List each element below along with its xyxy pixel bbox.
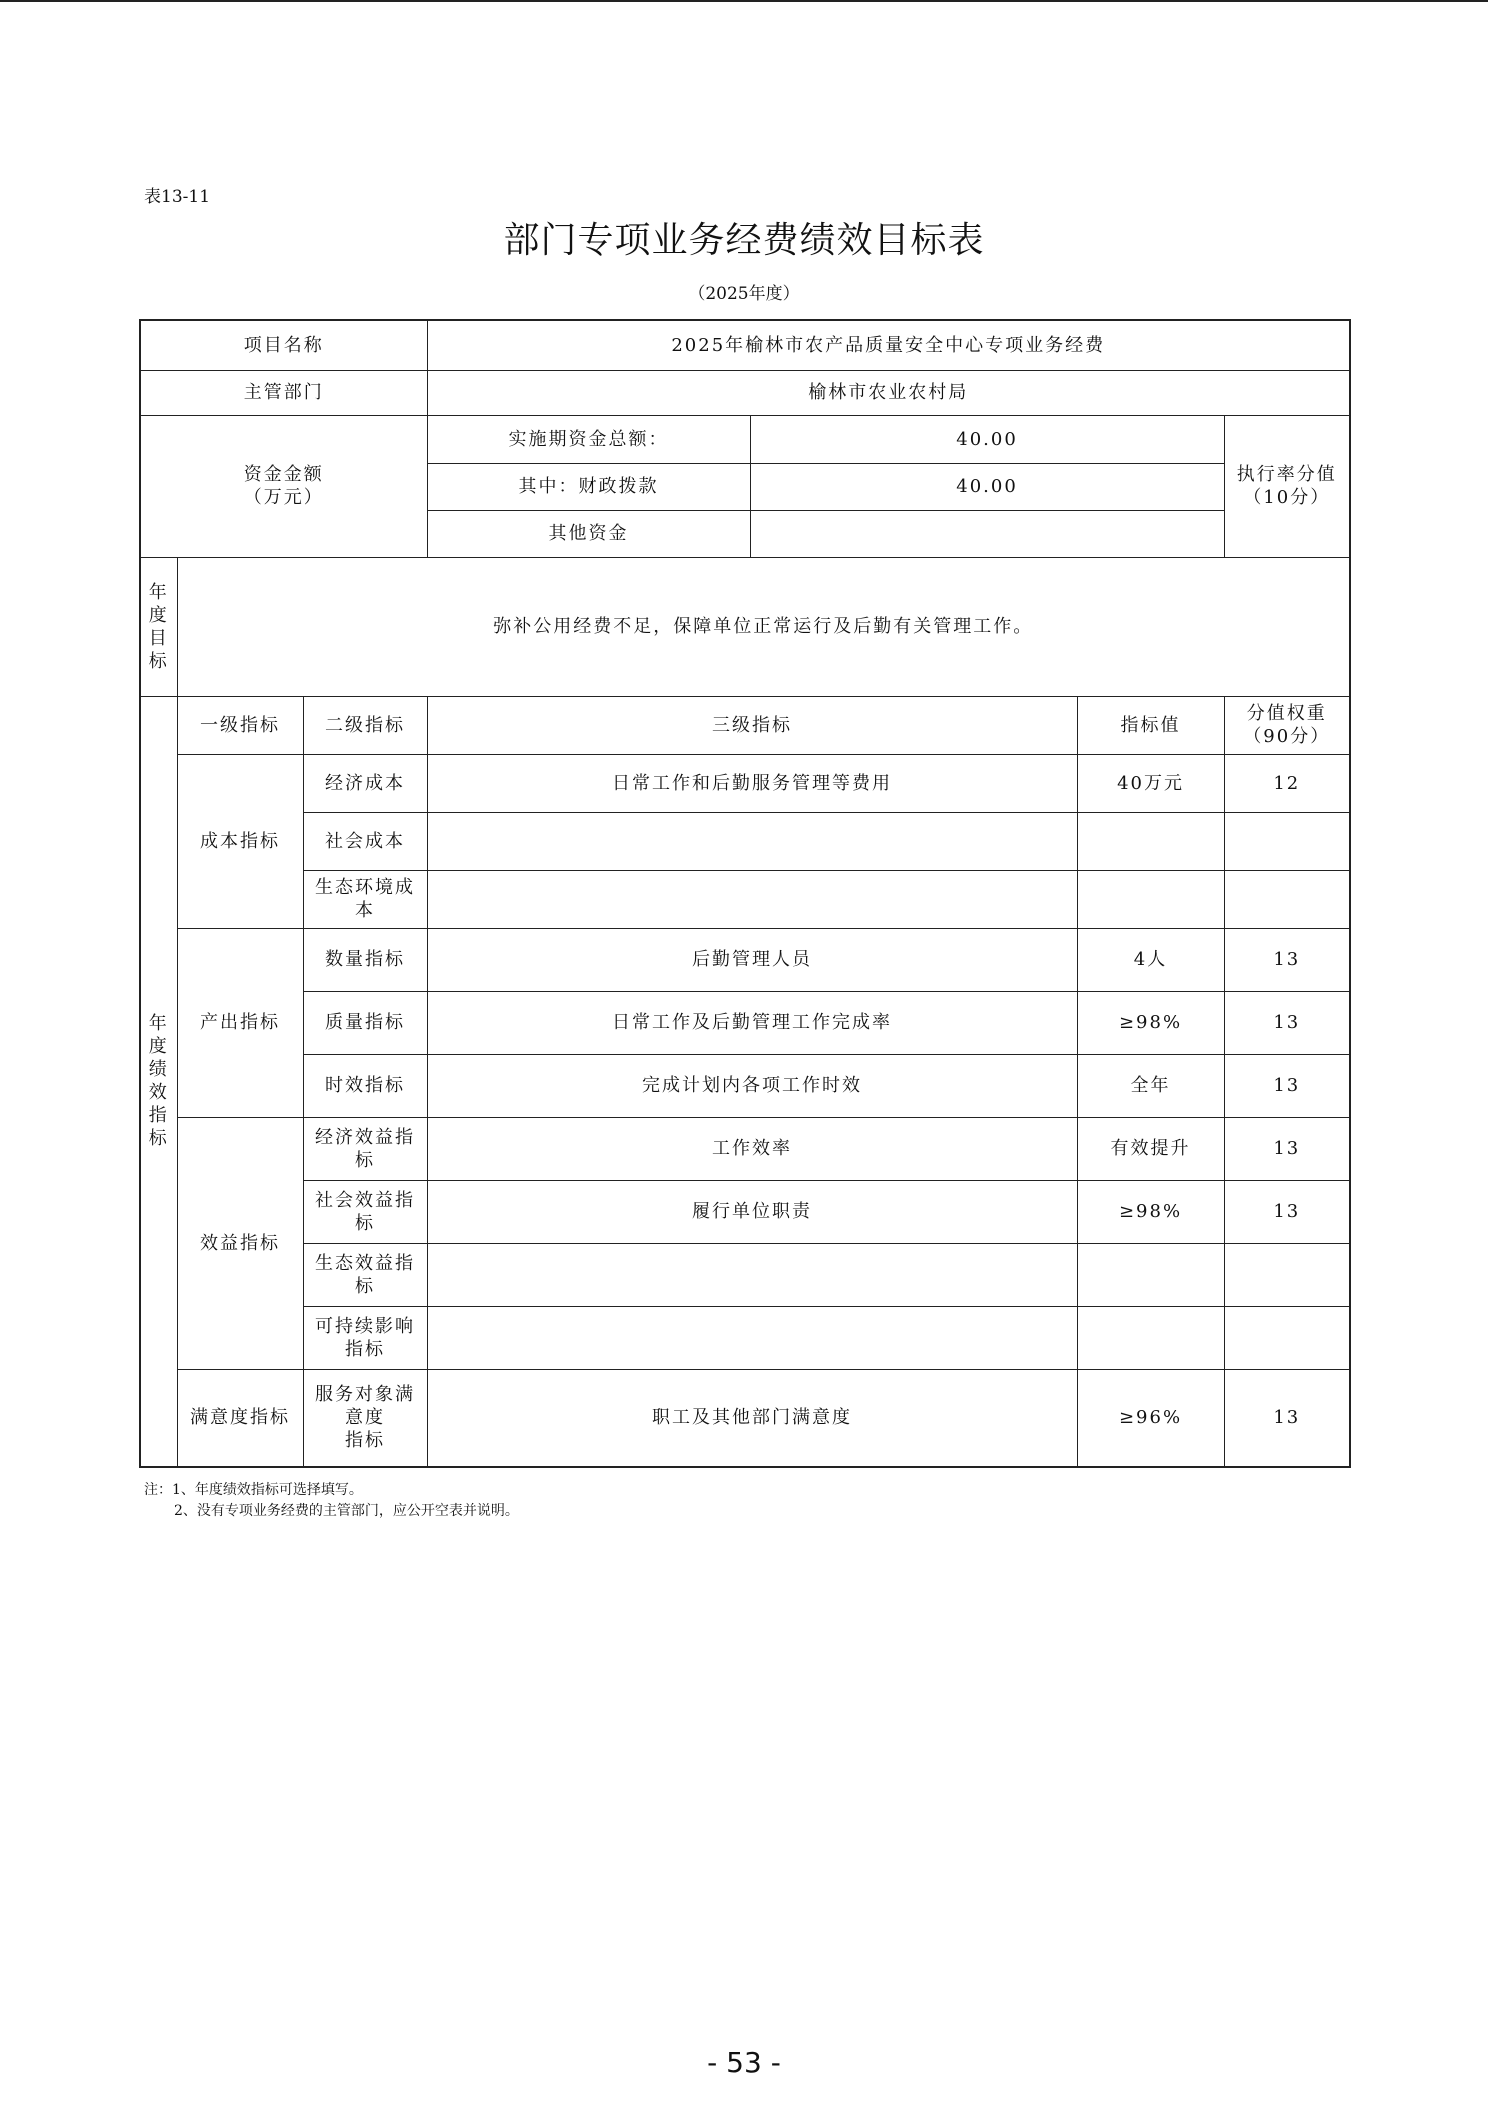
table-row bbox=[140, 754, 1350, 812]
annual-goal-row bbox=[140, 557, 1350, 696]
l3-cell: 后勤管理人员 bbox=[427, 928, 1077, 991]
weight-cell bbox=[1224, 1243, 1350, 1306]
value-cell: 4人 bbox=[1077, 928, 1224, 991]
l3-cell bbox=[427, 1306, 1077, 1369]
table-row bbox=[140, 1180, 1350, 1243]
table-row bbox=[140, 1306, 1350, 1369]
l2-cell: 社会成本 bbox=[303, 812, 427, 870]
weight-cell bbox=[1224, 1306, 1350, 1369]
l2-cell: 服务对象满 意度 指标 bbox=[303, 1369, 427, 1467]
annual-goal-label: 年 度 目 标 bbox=[140, 557, 177, 696]
other-funds-label: 其他资金 bbox=[427, 510, 750, 557]
table-row bbox=[140, 1117, 1350, 1180]
dept-value: 榆林市农业农村局 bbox=[427, 370, 1350, 415]
table-number: 表13-11 bbox=[144, 187, 211, 207]
exec-rate-label: 执行率分值 （10分） bbox=[1224, 415, 1350, 557]
l3-cell bbox=[427, 812, 1077, 870]
total-funds-label: 实施期资金总额： bbox=[427, 415, 750, 463]
value-cell: 有效提升 bbox=[1077, 1117, 1224, 1180]
indicator-header-row bbox=[140, 696, 1350, 754]
year-subtitle: （2025年度） bbox=[688, 284, 800, 304]
weight-cell bbox=[1224, 812, 1350, 870]
dept-label: 主管部门 bbox=[140, 370, 427, 415]
header-level2: 二级指标 bbox=[303, 696, 427, 754]
table-row bbox=[140, 1369, 1350, 1467]
l3-cell: 工作效率 bbox=[427, 1117, 1077, 1180]
page-number: - 53 - bbox=[707, 2046, 781, 2079]
l3-cell: 日常工作及后勤管理工作完成率 bbox=[427, 991, 1077, 1054]
l2-cell: 数量指标 bbox=[303, 928, 427, 991]
value-cell: 40万元 bbox=[1077, 754, 1224, 812]
dept-row bbox=[140, 370, 1350, 415]
project-value: 2025年榆林市农产品质量安全中心专项业务经费 bbox=[427, 320, 1350, 370]
l3-cell bbox=[427, 1243, 1077, 1306]
weight-cell: 13 bbox=[1224, 928, 1350, 991]
project-row bbox=[140, 320, 1350, 370]
note-line-1: 注：1、年度绩效指标可选择填写。 bbox=[144, 1482, 363, 1498]
table-row bbox=[140, 870, 1350, 928]
funds-label: 资金金额 （万元） bbox=[140, 415, 427, 557]
table-row bbox=[140, 991, 1350, 1054]
l2-cell: 时效指标 bbox=[303, 1054, 427, 1117]
value-cell bbox=[1077, 1243, 1224, 1306]
l3-cell: 完成计划内各项工作时效 bbox=[427, 1054, 1077, 1117]
weight-cell: 13 bbox=[1224, 1369, 1350, 1467]
total-funds-value: 40.00 bbox=[750, 415, 1224, 463]
weight-cell: 13 bbox=[1224, 991, 1350, 1054]
group-cost: 成本指标 bbox=[177, 754, 303, 928]
l2-cell: 经济成本 bbox=[303, 754, 427, 812]
top-border-line bbox=[0, 0, 1488, 2]
weight-cell: 13 bbox=[1224, 1117, 1350, 1180]
footnotes bbox=[144, 1480, 519, 1522]
note-line-2: 2、没有专项业务经费的主管部门，应公开空表并说明。 bbox=[174, 1503, 519, 1519]
group-benefit: 效益指标 bbox=[177, 1117, 303, 1369]
l3-cell: 履行单位职责 bbox=[427, 1180, 1077, 1243]
other-funds-value bbox=[750, 510, 1224, 557]
header-weight: 分值权重 （90分） bbox=[1224, 696, 1350, 754]
value-cell bbox=[1077, 1306, 1224, 1369]
table-row bbox=[140, 1243, 1350, 1306]
l2-cell: 质量指标 bbox=[303, 991, 427, 1054]
annual-perf-label: 年 度 绩 效 指 标 bbox=[140, 696, 177, 1467]
value-cell bbox=[1077, 870, 1224, 928]
value-cell: ≥98% bbox=[1077, 1180, 1224, 1243]
page-title: 部门专项业务经费绩效目标表 bbox=[503, 220, 985, 261]
performance-target-table bbox=[139, 319, 1351, 1468]
table-row bbox=[140, 812, 1350, 870]
weight-cell bbox=[1224, 870, 1350, 928]
fiscal-funds-value: 40.00 bbox=[750, 463, 1224, 510]
value-cell bbox=[1077, 812, 1224, 870]
l3-cell: 职工及其他部门满意度 bbox=[427, 1369, 1077, 1467]
value-cell: ≥98% bbox=[1077, 991, 1224, 1054]
fiscal-funds-label: 其中：财政拨款 bbox=[427, 463, 750, 510]
value-cell: ≥96% bbox=[1077, 1369, 1224, 1467]
table-row bbox=[140, 1054, 1350, 1117]
project-label: 项目名称 bbox=[140, 320, 427, 370]
group-output: 产出指标 bbox=[177, 928, 303, 1117]
l2-cell: 生态效益指 标 bbox=[303, 1243, 427, 1306]
weight-cell: 13 bbox=[1224, 1054, 1350, 1117]
l3-cell: 日常工作和后勤服务管理等费用 bbox=[427, 754, 1077, 812]
value-cell: 全年 bbox=[1077, 1054, 1224, 1117]
weight-cell: 13 bbox=[1224, 1180, 1350, 1243]
l2-cell: 经济效益指 标 bbox=[303, 1117, 427, 1180]
header-level3: 三级指标 bbox=[427, 696, 1077, 754]
l2-cell: 社会效益指 标 bbox=[303, 1180, 427, 1243]
header-level1: 一级指标 bbox=[177, 696, 303, 754]
table-row bbox=[140, 928, 1350, 991]
l3-cell bbox=[427, 870, 1077, 928]
weight-cell: 12 bbox=[1224, 754, 1350, 812]
l2-cell: 生态环境成 本 bbox=[303, 870, 427, 928]
funds-total-row bbox=[140, 415, 1350, 463]
group-satisfaction: 满意度指标 bbox=[177, 1369, 303, 1467]
annual-goal-text: 弥补公用经费不足，保障单位正常运行及后勤有关管理工作。 bbox=[177, 557, 1350, 696]
header-value: 指标值 bbox=[1077, 696, 1224, 754]
l2-cell: 可持续影响 指标 bbox=[303, 1306, 427, 1369]
